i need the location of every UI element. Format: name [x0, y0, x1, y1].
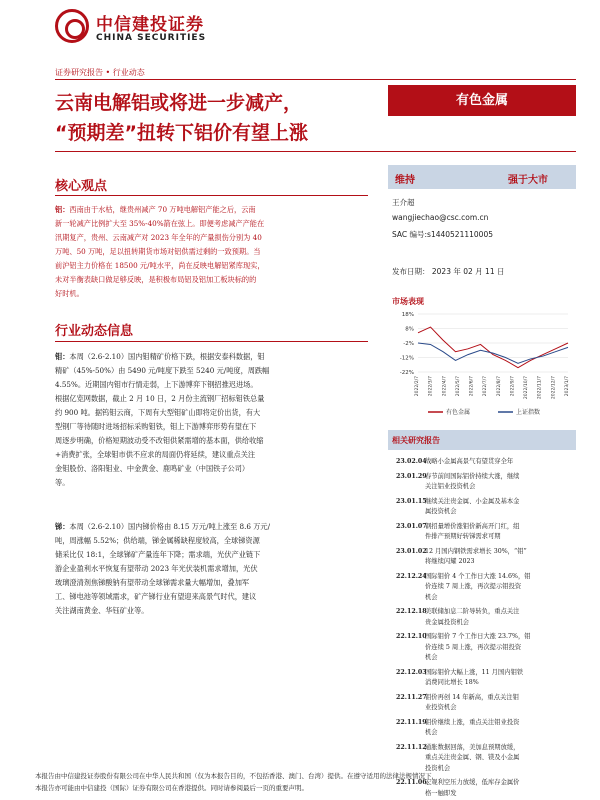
y-tick-label: -12% — [399, 355, 414, 362]
rating-action: 维持 — [395, 175, 415, 186]
report-title-line2: “预期差”扭转下铝价有望上涨 — [55, 122, 308, 144]
related-report-date: 22.12.10 — [396, 633, 427, 640]
paragraph-line: 4.55%。近期国内钼市行情走弱，上下游博弈下钢招推迟进场。 — [55, 380, 258, 389]
paragraph-line: 周逐步明确，价格短期波动受不改钼供紧需增的基本面，供给收缩 — [55, 436, 264, 445]
related-report-title-line: 国际钼价大幅上涨，11 月国内钼铁 — [425, 668, 524, 676]
related-reports-heading: 相关研究报告 — [392, 436, 440, 445]
related-report-title-line: 国际钼价 4 个工作日大涨 14.6%，钼 — [425, 572, 531, 580]
related-report-title — [425, 457, 573, 468]
legend-label: 有色金属 — [446, 409, 471, 416]
related-report-date: 23.01.07 — [396, 522, 427, 530]
related-report-title-line: 业投资机会 — [425, 704, 457, 711]
molybdenum-paragraph — [55, 350, 368, 490]
paragraph-line: 工、锑电池等领域需求，矿产锑行业有望迎来高景气时代，建议 — [55, 592, 257, 601]
disclaimer-line2: 本报告亦可能由中信建投（国际）证券有限公司在香港提供。同时请参阅最后一页的重要声明。 — [35, 784, 308, 792]
industry-news-heading: 行业动态信息 — [55, 324, 134, 339]
related-report-item[interactable] — [388, 632, 576, 664]
related-report-title-line: 春节前间国际铝价持续大涨，继续 — [425, 472, 520, 480]
related-report-title — [425, 668, 573, 689]
related-report-date: 22.12.03 — [396, 668, 427, 676]
paragraph-line: 玻璃澄清剂焦锑酸钠有望带动全球锑需求量大幅增加，叠加军 — [55, 578, 250, 587]
related-report-item[interactable] — [388, 547, 576, 568]
related-report-title — [425, 547, 573, 568]
related-report-title — [425, 693, 573, 714]
related-report-date: 23.01.15 — [396, 497, 427, 505]
x-tick-label: 2022/11/7 — [537, 376, 543, 400]
paragraph-lead: 钼： — [55, 352, 70, 361]
related-report-title-line: 价连续 5 周上涨，再次提示钼投资 — [425, 643, 522, 651]
related-report-title-line: 机会 — [425, 593, 438, 601]
core-view-heading: 核心观点 — [55, 179, 108, 194]
related-report-item[interactable] — [388, 497, 576, 518]
related-report-title — [425, 607, 573, 628]
related-report-date: 22.12.24 — [396, 572, 427, 580]
sector-badge: 有色金属 — [388, 85, 576, 116]
divider — [55, 341, 368, 342]
related-report-title-line: 美联储加息二阶导转负，重点关注 — [425, 608, 520, 615]
related-report-title-line: 投资机会 — [425, 764, 451, 772]
related-report-date: 23.01.02 — [396, 547, 427, 555]
related-report-title — [425, 572, 573, 604]
related-report-title — [425, 472, 573, 493]
x-tick-label: 2022/6/7 — [469, 376, 475, 397]
divider — [55, 195, 368, 196]
paragraph-line: 锑：本周（2.6-2.10）国内锑价格由 8.15 万元/吨上涨至 8.6 万元/ — [55, 522, 271, 531]
related-report-title-line: 关注铝业投资机会 — [425, 483, 476, 490]
related-report-title-line: 格一触即发 — [425, 789, 457, 797]
x-tick-label: 2022/5/7 — [455, 376, 461, 397]
x-tick-label: 2022/3/7 — [428, 376, 434, 397]
paragraph-line: 等。 — [55, 478, 70, 487]
related-report-item[interactable] — [388, 457, 576, 468]
related-report-title-line: 价连续 7 周上涨，再次提示钼投资 — [425, 583, 522, 590]
paragraph-line: 型钢厂等待随时进场招标采购钼铁，钼上下游博弈形势有望在下 — [55, 422, 257, 431]
company-logo-icon — [55, 9, 89, 43]
related-report-date: 22.11.19 — [396, 718, 427, 726]
related-report-date: 23.01.29 — [396, 472, 427, 480]
related-report-title-line: 通胀数据回落，美加息预期放缓， — [425, 743, 520, 751]
paragraph-line: 万吨、50 万吨，足以扭转期货市场对铝供需过剩的一致预期。当 — [55, 247, 261, 256]
related-report-title — [425, 718, 573, 739]
x-tick-label: 2022/4/7 — [442, 376, 448, 397]
related-report-item[interactable] — [388, 522, 576, 543]
x-tick-label: 2022/7/7 — [483, 376, 489, 397]
analyst-sac: SAC 编号:s1440521110005 — [392, 230, 493, 239]
related-report-date: 22.11.27 — [396, 693, 427, 701]
related-report-item[interactable] — [388, 607, 576, 628]
paragraph-line: 金钼股份、洛阳钼业、中金黄金、鹿鸣矿业（中国铁子公司） — [55, 464, 250, 473]
series-line — [418, 327, 568, 368]
related-report-title-line: 将继续闪耀 2023 — [425, 558, 475, 565]
related-report-title-line: 属投资机会 — [425, 508, 457, 515]
disclaimer-line1: 本报告由中信建投证券股份有限公司在中华人民共和国（仅为本报告目的，不包括香港、澳门、台湾）提供。在遵守适用的法律法规情况下， — [35, 772, 438, 780]
related-report-title-line: 机会 — [425, 729, 438, 736]
related-report-title-line: 战略小金属高景气有望贯穿全年 — [425, 458, 514, 465]
paragraph-line: 精矿（45%-50%）由 5490 元/吨度下跌至 5240 元/吨度，周跌幅 — [55, 366, 270, 375]
related-report-date: 23.02.04 — [396, 458, 427, 465]
paragraph-line: 好时机。 — [55, 289, 84, 298]
paragraph-lead: 锑： — [55, 522, 70, 531]
disclaimer — [35, 770, 595, 794]
x-tick-label: 2022/12/7 — [551, 376, 557, 400]
analyst-email: wangjiechao@csc.com.cn — [392, 213, 489, 222]
report-title-line1: 云南电解铝或将进一步减产， — [55, 92, 303, 114]
core-view-paragraph — [55, 203, 368, 301]
x-tick-label: 2022/9/7 — [510, 376, 516, 397]
related-report-item[interactable] — [388, 572, 576, 604]
paragraph-line: 未对半衡表缺口做足够反映，是积极布局铝及铝加工板块标的的 — [55, 275, 257, 284]
related-report-item[interactable] — [388, 718, 576, 739]
related-report-title-line: 钼价再创 14 年新高，重点关注钼 — [425, 693, 519, 701]
related-report-title-line: 钼价继续上涨，重点关注钼业投资 — [425, 718, 520, 726]
y-tick-label: -2% — [403, 341, 414, 347]
related-report-date: 22.11.06 — [396, 779, 427, 786]
y-tick-label: 18% — [401, 312, 414, 318]
related-report-title — [425, 522, 573, 543]
market-performance-heading: 市场表现 — [392, 297, 424, 306]
paragraph-line: 铝：西南由于水枯，继贵州减产 70 万吨电解铝产能之后，云南 — [55, 205, 256, 214]
paragraph-line: 游企业盈利水平恢复有望带动 2023 年光伏装机需求增加，光伏 — [55, 564, 258, 573]
related-report-date: 22.11.12 — [396, 743, 427, 751]
related-report-title-line: 国际钼价 7 个工作日大涨 23.7%，钼 — [425, 633, 531, 640]
related-report-item[interactable] — [388, 472, 576, 493]
paragraph-line: +消费扩张，全球钼市供不应求的局面仍将延续，建议重点关注 — [55, 450, 256, 459]
paragraph-lead: 铝： — [55, 205, 70, 214]
divider — [55, 151, 576, 152]
analyst-name: 王介超 — [392, 198, 415, 207]
related-report-item[interactable] — [388, 693, 576, 714]
paragraph-line: 根据亿览网数据，截止 2 月 10 日，2 月份主流钢厂招标钼铁总量 — [55, 394, 265, 403]
logo-english-name: CHINA SECURITIES — [96, 33, 207, 43]
related-report-title-line: 钢招量增价涨钼价新高开门红，组 — [425, 522, 520, 530]
market-performance-chart — [388, 308, 576, 420]
x-tick-label: 2023/1/7 — [565, 376, 570, 397]
rating-value: 强于大市 — [508, 175, 548, 186]
paragraph-line: 关注湖南黄金、华钰矿业等。 — [55, 606, 149, 615]
related-report-title-line: 机会 — [425, 654, 438, 661]
related-report-title-line: 消费同比增长 18% — [425, 679, 479, 686]
related-report-title-line: 件排产预期好转锑需求可期 — [425, 533, 501, 540]
x-tick-label: 2022/10/7 — [524, 376, 530, 400]
paragraph-line: 吨，周涨幅 5.52%；供给端，锑金属稀缺程度较高，全球锑资源 — [55, 536, 260, 545]
related-report-title-line: 12 月国内钢铁需求增长 30%，“钼” — [425, 547, 527, 555]
related-report-item[interactable] — [388, 668, 576, 689]
related-report-title-line: 重点关注贵金属、钢、镁及小金属 — [425, 754, 520, 761]
paragraph-line: 新一轮减产比例扩大至 35%-40%箭在弦上。即便考虑减产产能在 — [55, 219, 265, 228]
y-tick-label: -22% — [399, 370, 414, 376]
paragraph-line: 钼：本周（2.6-2.10）国内钼精矿价格下跌，根据安泰科数据，钼 — [55, 352, 265, 361]
logo-chinese-name: 中信建投证券 — [96, 15, 204, 35]
related-report-title-line: 继续关注贵金属、小金属及基本金 — [425, 497, 520, 505]
antimony-paragraph — [55, 520, 368, 618]
paragraph-line: 汛期复产，贵州、云南减产对 2023 年全年的产量损伤分别为 40 — [55, 233, 262, 242]
related-report-title-line: 贵金属投资机会 — [425, 618, 470, 626]
paragraph-line: 储采比仅 18:1，全球锑矿产量连年下降；需求端，光伏产业链下 — [55, 550, 261, 559]
paragraph-line: 约 900 吨。据钨钼云商，下周有大型钼矿山即将定价出货，有大 — [55, 408, 261, 417]
related-report-title — [425, 632, 573, 664]
legend-label: 上证指数 — [516, 409, 541, 416]
x-tick-label: 2022/2/7 — [415, 376, 420, 397]
publish-date: 发布日期： 2023 年 02 月 11 日 — [392, 267, 505, 276]
related-report-title — [425, 497, 573, 518]
report-type: 证券研究报告 • 行业动态 — [55, 68, 145, 77]
y-tick-label: 8% — [405, 326, 414, 333]
x-tick-label: 2022/8/7 — [496, 376, 502, 397]
divider — [55, 79, 576, 80]
paragraph-line: 前沪铝主力价格在 18500 元/吨水平，尚在反映电解铝紧库现实， — [55, 261, 265, 270]
related-report-title-line: 宏观利空压力放缓，低库存金属价 — [425, 779, 520, 786]
related-report-date: 22.12.18 — [396, 608, 427, 615]
